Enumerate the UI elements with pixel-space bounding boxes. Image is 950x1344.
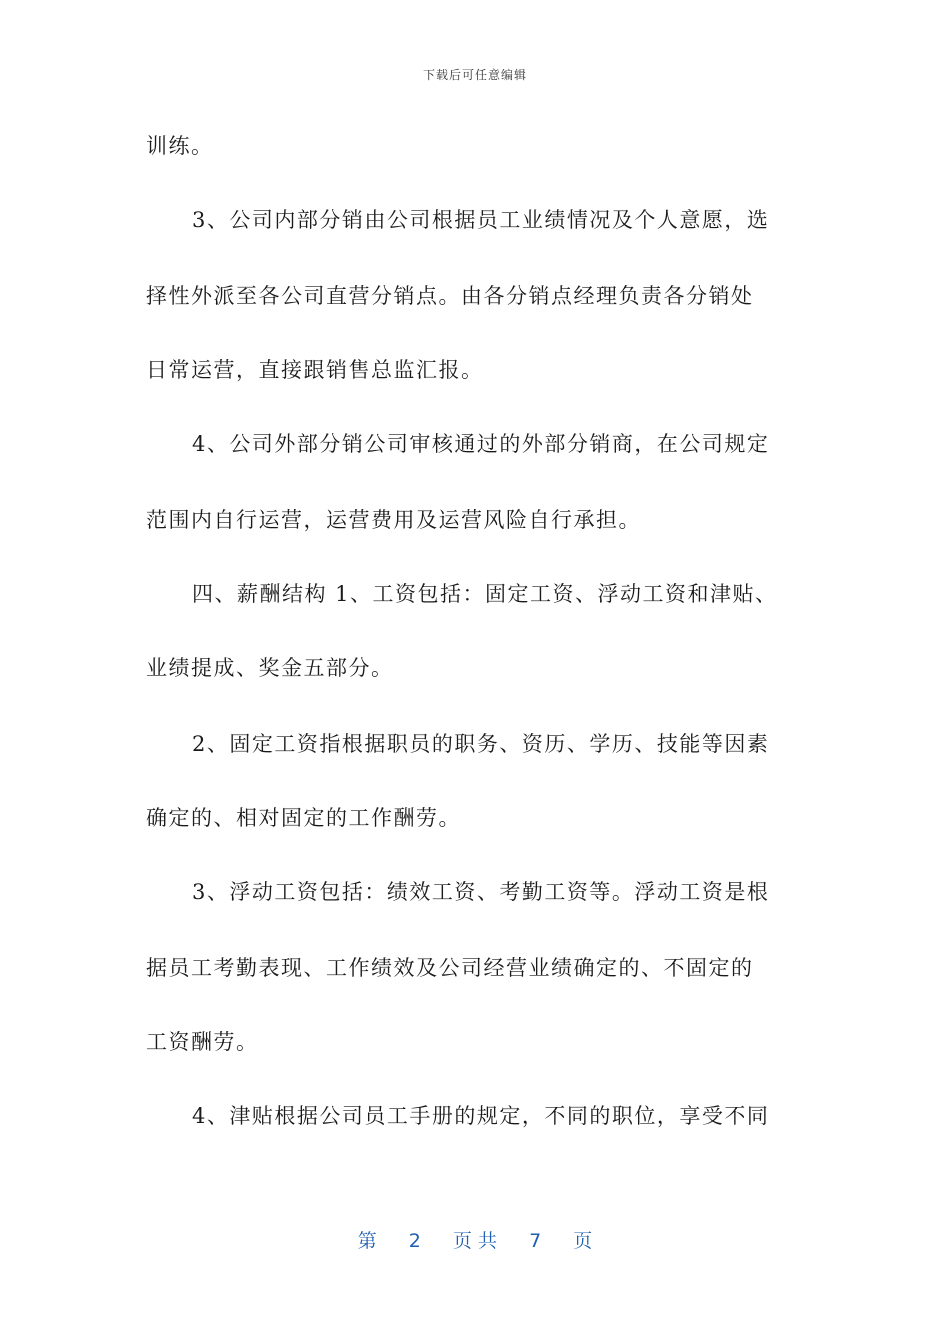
text-line: 4、津贴根据公司员工手册的规定，不同的职位，享受不同: [192, 1104, 770, 1128]
text-line: 3、公司内部分销由公司根据员工业绩情况及个人意愿，选: [192, 208, 770, 232]
text-line: 工资酬劳。: [146, 1030, 259, 1054]
text-line: 3、浮动工资包括：绩效工资、考勤工资等。浮动工资是根: [192, 880, 770, 904]
footer-page-number: 2: [408, 1230, 421, 1252]
page-header-note: 下载后可任意编辑: [422, 68, 527, 82]
footer-prefix: 第: [357, 1230, 377, 1252]
page-footer: [0, 1226, 950, 1253]
text-line: 业绩提成、奖金五部分。: [146, 656, 394, 680]
text-line: 4、公司外部分销公司审核通过的外部分销商，在公司规定: [192, 432, 770, 456]
text-line: 2、固定工资指根据职员的职务、资历、学历、技能等因素: [192, 732, 770, 756]
footer-middle: 页 共: [452, 1230, 498, 1252]
text-line: 范围内自行运营，运营费用及运营风险自行承担。: [146, 508, 641, 532]
text-line: 据员工考勤表现、工作绩效及公司经营业绩确定的、不固定的: [146, 956, 754, 980]
text-line: 日常运营，直接跟销售总监汇报。: [146, 358, 484, 382]
footer-total-pages: 7: [529, 1230, 542, 1252]
text-line: 确定的、相对固定的工作酬劳。: [146, 806, 461, 830]
text-line: 训练。: [146, 134, 214, 158]
text-line: 四、薪酬结构 1、工资包括：固定工资、浮动工资和津贴、: [192, 582, 778, 606]
footer-suffix: 页: [573, 1230, 593, 1252]
text-line: 择性外派至各公司直营分销点。由各分销点经理负责各分销处: [146, 284, 754, 308]
